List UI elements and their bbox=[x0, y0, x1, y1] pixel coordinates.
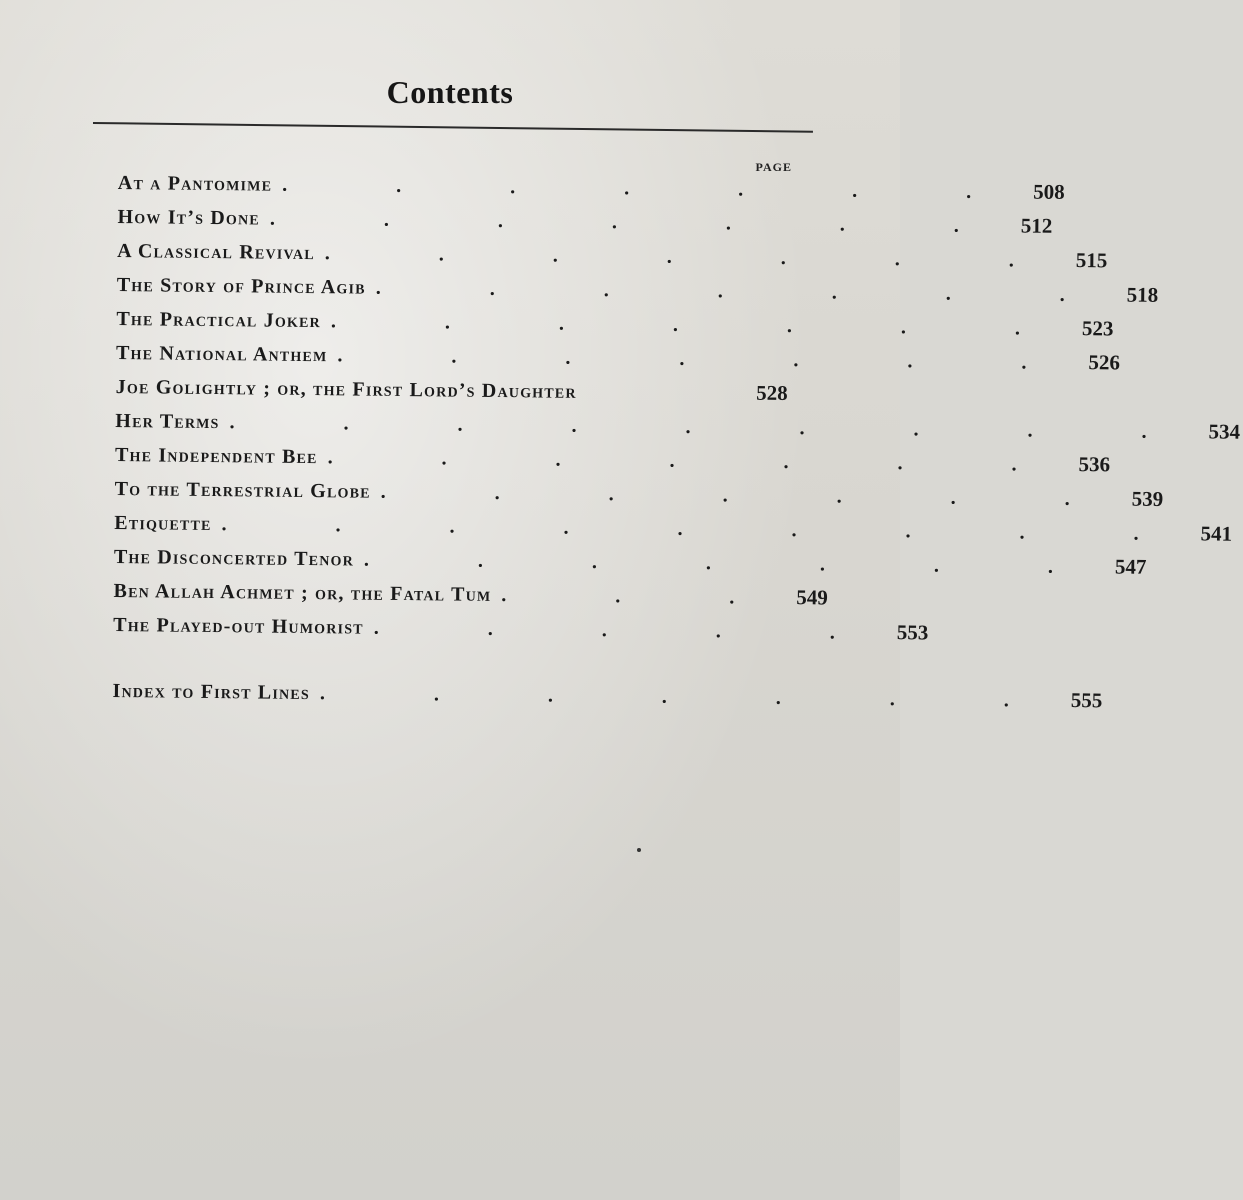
dot-leader: . . . . . . . bbox=[330, 310, 1073, 340]
toc-entry-title: A Classical Revival bbox=[117, 239, 315, 265]
toc-entry-page: 528 bbox=[756, 380, 788, 406]
dot-leader: . . . . . . . bbox=[337, 344, 1079, 375]
toc-entry-title: Index to First Lines bbox=[112, 679, 311, 705]
toc-entry-title: Etiquette bbox=[114, 511, 212, 535]
toc-entry-title: The Practical Joker bbox=[116, 307, 322, 333]
toc-entry-title: The Independent Bee bbox=[114, 443, 318, 469]
toc-entry-page: 526 bbox=[1088, 350, 1121, 375]
dot-leader: . . . . . . . . . bbox=[229, 411, 1199, 444]
toc-entry-title: Ben Allah Achmet ; or, the Fatal Tum bbox=[113, 579, 492, 606]
dot-leader: . . . . . . . bbox=[269, 207, 1011, 238]
dot-leader: . . . . . . . bbox=[327, 446, 1069, 476]
toc-entry-page: 523 bbox=[1081, 316, 1114, 341]
toc-entry-page: 539 bbox=[1131, 486, 1164, 511]
toc-entry-title: To the Terrestrial Globe bbox=[114, 477, 371, 503]
dot-leader: . . . . . . . bbox=[282, 173, 1024, 204]
toc-entry-page: 541 bbox=[1200, 521, 1233, 546]
table-of-contents bbox=[112, 170, 1241, 719]
dot-leader: . . . . . . . . . bbox=[221, 513, 1191, 546]
title-rule bbox=[93, 122, 813, 133]
toc-entry-title: Her Terms bbox=[115, 409, 220, 434]
toc-entry-page: 512 bbox=[1020, 213, 1053, 238]
dot-leader: . . . . . . . bbox=[375, 276, 1117, 307]
toc-entry-page: 534 bbox=[1208, 419, 1241, 444]
toc-entry-title: At a Pantomime bbox=[117, 171, 273, 196]
dot-leader: . . . . . bbox=[373, 616, 887, 645]
toc-entry-title: Joe Golightly ; or, the First Lord’s Daughter bbox=[115, 375, 577, 403]
toc-entry-title: The National Anthem bbox=[115, 341, 328, 367]
dot-leader: . . . bbox=[501, 584, 787, 610]
dot-leader: . . . . . . . bbox=[319, 682, 1061, 712]
toc-entry-page: 549 bbox=[796, 585, 828, 610]
toc-entry-title: How It’s Done bbox=[117, 205, 261, 230]
toc-entry-page: 508 bbox=[1033, 179, 1065, 204]
dot-leader: . . . . . . . bbox=[363, 548, 1106, 579]
page-column-header: PAGE bbox=[755, 160, 792, 174]
dot-leader: . . . . . . . bbox=[380, 480, 1122, 511]
toc-entry-page: 555 bbox=[1070, 688, 1103, 713]
toc-index-entry[interactable] bbox=[112, 678, 1103, 719]
toc-entry-title: The Played-out Humorist bbox=[113, 613, 364, 639]
dot-leader bbox=[587, 398, 730, 399]
toc-entry-page: 553 bbox=[896, 620, 929, 645]
page-title: Contents bbox=[386, 74, 514, 110]
stray-ink-dot bbox=[637, 848, 641, 852]
toc-entry-page: 536 bbox=[1078, 452, 1111, 477]
toc-entry-title: The Story of Prince Agib bbox=[116, 273, 366, 299]
dot-leader: . . . . . . . bbox=[324, 242, 1066, 272]
toc-entry-page: 518 bbox=[1126, 282, 1159, 307]
toc-entry-title: The Disconcerted Tenor bbox=[113, 545, 355, 571]
toc-entry-page: 515 bbox=[1075, 248, 1108, 273]
toc-entry-page: 547 bbox=[1114, 554, 1147, 579]
